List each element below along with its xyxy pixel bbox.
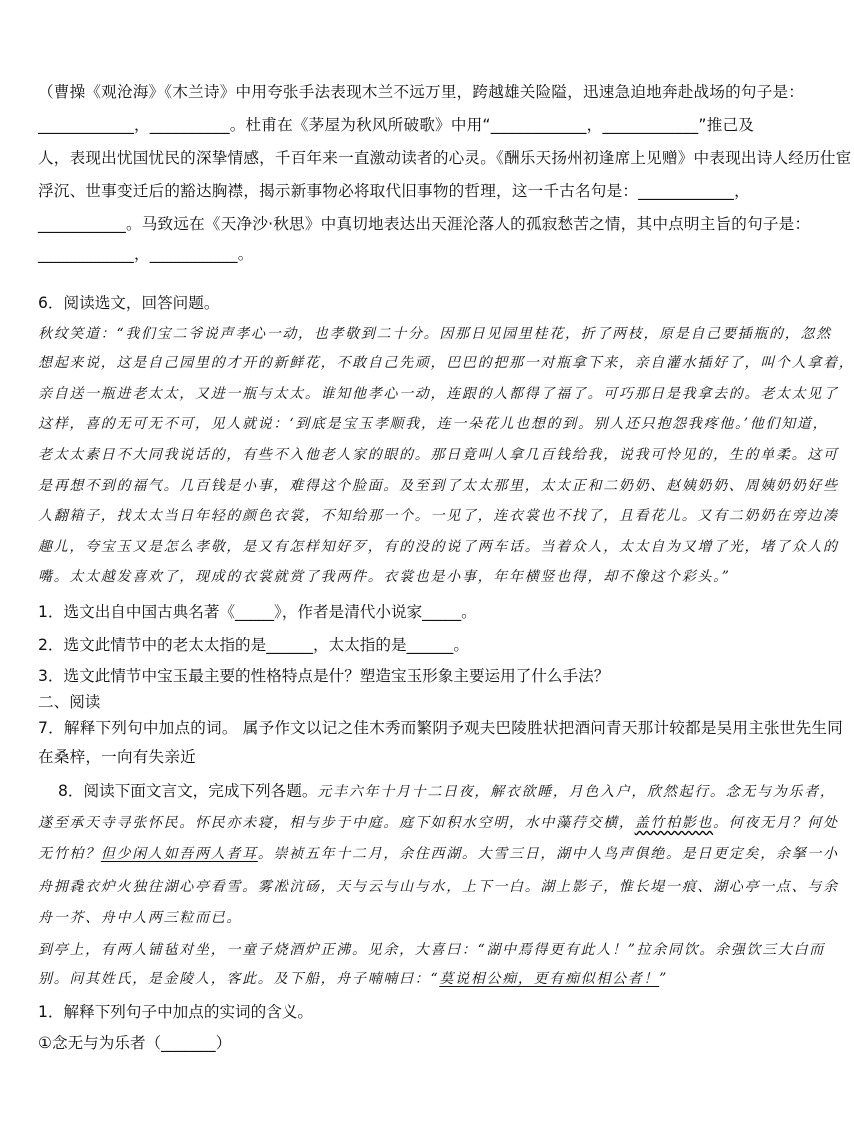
q6-subquestion-1: 1．选文出自中国古典名著《_____》，作者是清代小说家_____。: [38, 603, 477, 621]
poetry-line-4: 浮沉、世事变迁后的豁达胸襟，揭示新事物必将取代旧事物的哲理，这一千古名句是：____________，: [38, 182, 750, 200]
q6-title: 6．阅读选文，回答问题。: [38, 294, 220, 312]
q6-passage-line: 这样，喜的无可无不可，见人就说：‘到底是宝玉孝顺我，连一朵花儿也想的到。别人还只抱怨我疼他。’他们知道，: [38, 416, 829, 432]
poetry-line-5: ___________。马致远在《天净沙·秋思》中真切地表达出天涯沦落人的孤寂愁苦之情，其中点明主旨的句子是：: [38, 215, 811, 233]
q8-wavy-underlined: 盖竹柏影也: [634, 815, 714, 831]
poetry-line-2: ____________，__________。杜甫在《茅屋为秋风所破歌》中用“____________，____________”推己及: [38, 116, 755, 134]
q8-passage-line: 舟拥毳衣炉火独往湖心亭看雪。雾凇沆砀，天与云与山与水，上下一白。湖上影子，惟长堤一痕、湖心亭一点、与余: [38, 879, 839, 895]
q8-text: 无竹柏？: [38, 846, 101, 862]
q6-passage-line: 嘴。太太越发喜欢了，现成的衣裳就赏了我两件。衣裳也是小事，年年横竖也得，却不像这个彩头。”: [38, 569, 731, 585]
q8-passage-line: 舟一芥、舟中人两三粒而已。: [38, 910, 243, 926]
q6-passage-line: 秋纹笑道：“我们宝二爷说声孝心一动，也孝敬到二十分。因那日见园里桂花，折了两枝，原是自己要插瓶的，忽然: [38, 326, 832, 342]
q8-subquestion-1: 1．解释下列句子中加点的实词的含义。: [38, 1003, 314, 1021]
q6-passage-line: 亲自送一瓶进老太太，又进一瓶与太太。谁知他孝心一动，连跟的人都得了福了。可巧那日是我拿去的。老太太见了: [38, 386, 839, 402]
q8-text: 。崇祯五年十二月，余住西湖。大雪三日，湖中人鸟声俱绝。是日更定矣，余拏一小: [257, 846, 839, 862]
q6-subquestion-3: 3．选文此情节中宝玉最主要的性格特点是什？塑造宝玉形象主要运用了什么手法？: [38, 667, 610, 685]
q6-passage-line: 趣儿，夸宝玉又是怎么孝敬，是又有怎样知好歹，有的没的说了两车话。当着众人，太太自为又增了光，堵了众人的: [38, 539, 839, 555]
q6-passage-line: 人翻箱子，找太太当日年轻的颜色衣裳，不知给那一个。一见了，连衣裳也不找了，且看花儿。又有二奶奶在旁边凑: [38, 508, 839, 524]
q8-text: ”: [659, 971, 669, 987]
q8-passage-line: 到亭上，有两人铺毡对坐，一童子烧酒炉正沸。见余，大喜曰：“湖中焉得更有此人！”拉余同饮。余强饮三大白而: [38, 942, 826, 958]
q7-line-1: 7．解释下列句中加点的词。 属予作文以记之佳木秀而繁阴予观夫巴陵胜状把酒问青天那计较都是吴用主张世先生同: [38, 719, 843, 737]
q8-subquestion-1a: ①念无与为乐者（_______）: [38, 1034, 232, 1052]
section-heading: 二、阅读: [38, 693, 101, 711]
q8-text: 别。问其姓氏，是金陵人，客此。及下船，舟子喃喃曰：“: [38, 971, 440, 987]
q8-title: 8．阅读下面文言文，完成下列各题。: [58, 782, 318, 800]
q8-text: 。何夜无月？何处: [713, 815, 839, 831]
q8-first-line: [58, 779, 836, 801]
q8-underlined: 但少闲人如吾两人者耳: [100, 846, 258, 862]
poetry-line-6: ____________，___________。: [38, 245, 254, 263]
q7-line-2: 在桑梓，一向有失亲近: [38, 748, 196, 766]
q6-subquestion-2: 2．选文此情节中的老太太指的是______，太太指的是______。: [38, 636, 469, 654]
q8-passage-start: 元丰六年十月十二日夜，解衣欲睡，月色入户，欣然起行。念无与为乐者，: [317, 784, 836, 800]
q6-passage-line: 想起来说，这是自己园里的才开的新鲜花，不敢自己先顽，巴巴的把那一对瓶拿下来，亲自灌水插好了，叫个人拿着，: [38, 355, 854, 371]
q8-underlined: 莫说相公痴，更有痴似相公者！: [439, 971, 660, 987]
poetry-line-1: （曹操《观沧海》《木兰诗》中用夸张手法表现木兰不远万里，跨越雄关险隘，迅速急迫地奔赴战场的句子是：: [38, 83, 805, 101]
q8-text: 遂至承天寺寻张怀民。怀民亦未寝，相与步于中庭。庭下如积水空明，水中藻荇交横，: [38, 815, 635, 831]
poetry-line-3: 人，表现出忧国忧民的深挚情感，千百年来一直激动读者的心灵。《酬乐天扬州初逢席上见赠》中表现出诗人经历仕宦: [38, 149, 852, 167]
q8-passage-line: [38, 843, 839, 863]
q8-passage-line: [38, 812, 839, 832]
q6-passage-line: 是再想不到的福气。几百钱是小事，难得这个脸面。及至到了太太那里，太太正和二奶奶、赵姨奶奶、周姨奶奶好些: [38, 478, 839, 494]
q6-passage-line: 老太太素日不大同我说话的，有些不入他老人家的眼的。那日竟叫人拿几百钱给我，说我可怜见的，生的单柔。这可: [38, 447, 839, 463]
q8-passage-line: [38, 968, 754, 988]
